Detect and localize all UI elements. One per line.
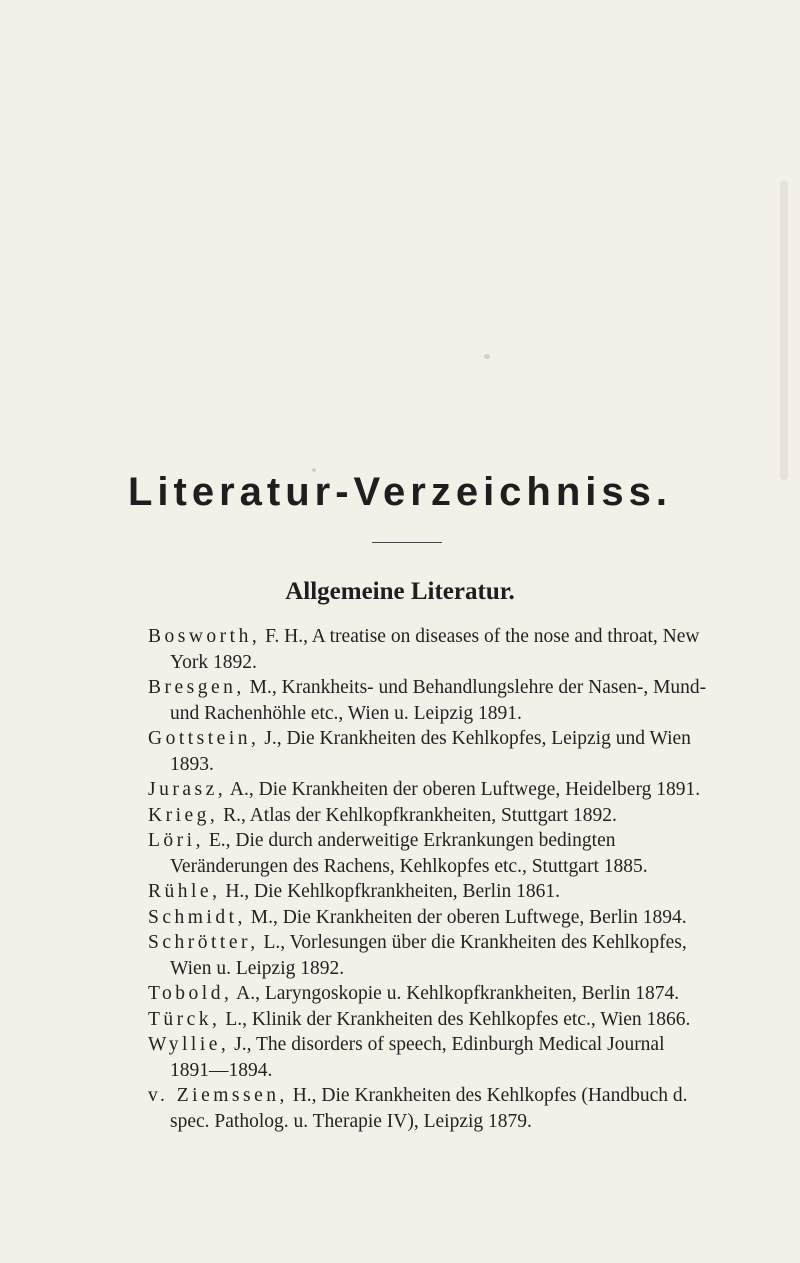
bibliography-entry — [148, 726, 708, 777]
bibliography-entry — [148, 981, 708, 1007]
entry-author: Tobold, — [148, 983, 233, 1004]
bibliography-entry — [148, 930, 708, 981]
section-heading: Allgemeine Literatur. — [285, 578, 515, 605]
entry-author: Schrötter, — [148, 932, 259, 953]
entry-author: Krieg, — [148, 804, 219, 826]
bibliography-entry — [148, 828, 708, 879]
entry-text: E., Die durch anderweitige Erkrankungen bedingten Veränderungen des Rachens, Kehlkopfes etc., Stuttgart 1885. — [170, 830, 648, 877]
entry-text: L., Vorlesungen über die Krankheiten des Kehlkopfes, Wien u. Leipzig 1892. — [170, 932, 687, 979]
paper-spot — [484, 354, 490, 359]
bibliography-entry — [148, 1032, 708, 1083]
entry-text: H., Die Kehlkopfkrankheiten, Berlin 1861. — [220, 881, 561, 902]
entry-text: F. H., A treatise on diseases of the nose and throat, New York 1892. — [170, 626, 700, 673]
page-title: Literatur-Verzeichniss. — [127, 470, 673, 514]
bibliography-list — [148, 624, 708, 1134]
title-divider — [372, 542, 442, 543]
entry-author: Jurasz, — [148, 779, 227, 800]
bibliography-entry — [148, 675, 708, 726]
entry-text: H., Die Krankheiten des Kehlkopfes (Handbuch d. spec. Patholog. u. Therapie IV), Leipzig 1879. — [170, 1085, 688, 1132]
entry-text: R., Atlas der Kehlkopfkrankheiten, Stuttgart 1892. — [218, 804, 617, 826]
bibliography-entry — [148, 1083, 708, 1134]
bibliography-entry — [148, 803, 708, 829]
bibliography-entry — [148, 624, 708, 675]
bibliography-entry — [148, 1007, 708, 1033]
entry-text: A., Laryngoskopie u. Kehlkopfkrankheiten, Berlin 1874. — [232, 983, 680, 1004]
entry-author: Rühle, — [148, 881, 221, 902]
entry-author: Löri, — [148, 830, 204, 851]
bibliography-entry — [148, 905, 708, 931]
paper-spot — [312, 468, 316, 472]
entry-text: A., Die Krankheiten der oberen Luftwege, Heidelberg 1891. — [226, 779, 701, 800]
entry-author: v. Ziemssen, — [148, 1085, 288, 1106]
entry-text: L., Klinik der Krankheiten des Kehlkopfes etc., Wien 1866. — [220, 1008, 691, 1030]
entry-text: M., Krankheits- und Behandlungslehre der Nasen-, Mund- und Rachenhöhle etc., Wien u. Leipzig 1891. — [170, 677, 707, 724]
entry-author: Bosworth, — [148, 626, 261, 647]
entry-author: Bresgen, — [148, 677, 245, 698]
entry-author: Wyllie, — [148, 1034, 230, 1055]
entry-text: J., The disorders of speech, Edinburgh Medical Journal 1891—1894. — [170, 1034, 665, 1081]
bibliography-entry — [148, 777, 708, 803]
entry-author: Gottstein, — [148, 728, 260, 749]
entry-author: Schmidt, — [148, 906, 246, 928]
entry-text: J., Die Krankheiten des Kehlkopfes, Leipzig und Wien 1893. — [170, 728, 691, 775]
entry-text: M., Die Krankheiten der oberen Luftwege, Berlin 1894. — [245, 906, 687, 928]
entry-author: Türck, — [148, 1008, 221, 1030]
paper-spot — [780, 180, 788, 480]
bibliography-entry — [148, 879, 708, 905]
